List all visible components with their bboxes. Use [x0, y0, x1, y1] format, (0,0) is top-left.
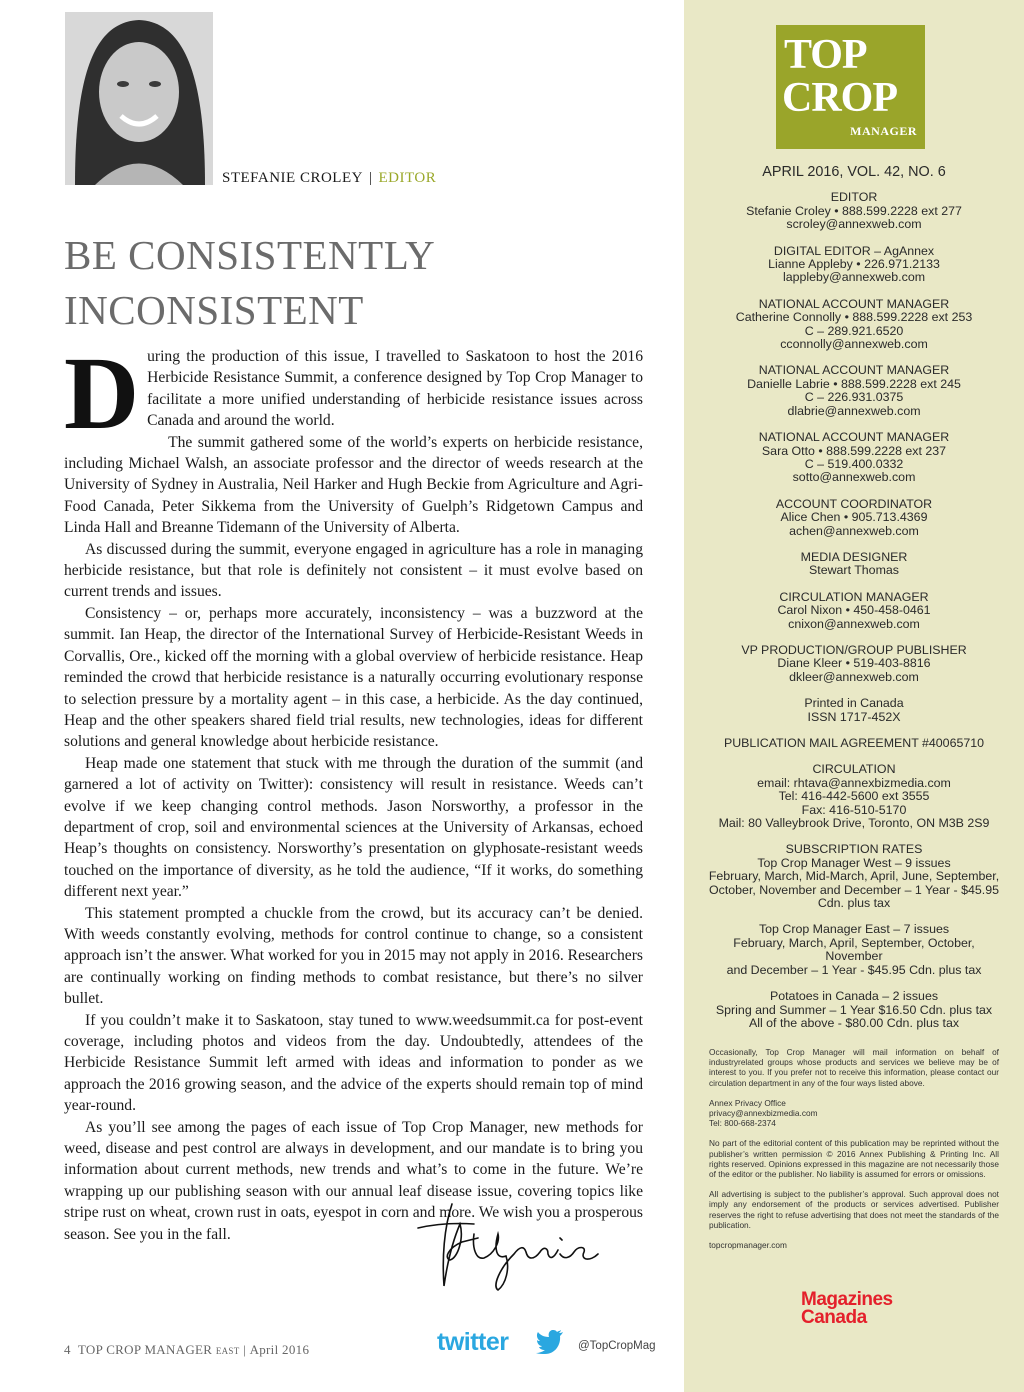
masthead-line: EDITOR	[830, 190, 878, 205]
logo-line-2: CROP	[782, 75, 897, 121]
masthead-line: Lianne Appleby • 226.971.2133	[768, 257, 940, 272]
masthead-line: Cdn. plus tax	[817, 896, 891, 911]
masthead-line: Stewart Thomas	[809, 563, 899, 578]
mc-logo-line-1: Magazines	[801, 1289, 893, 1310]
byline	[222, 170, 436, 187]
fine-print-paragraph: Annex Privacy Office privacy@annexbizmedia.com Tel: 800-668-2374	[709, 1097, 818, 1129]
masthead-block	[684, 763, 1024, 830]
fine-print-paragraph: No part of the editorial content of this publication may be reprinted without the publisher’s written permission © 2016 Annex Publishing & Printing Inc. All rights reserved. Opinions expressed in this magazine are not necessarily those of the editor or the publisher. No liability is assumed for errors or omissions.	[709, 1138, 999, 1180]
masthead-block	[684, 737, 1024, 750]
masthead-block	[684, 923, 1024, 977]
article-body	[64, 336, 643, 1245]
masthead-block	[684, 644, 1024, 684]
masthead-line: Printed in Canada	[804, 696, 904, 711]
masthead-line: Diane Kleer • 519-403-8816	[777, 656, 931, 671]
masthead-line: October, November and December – 1 Year - $45.95	[709, 882, 999, 897]
fine-print-paragraph: Occasionally, Top Crop Manager will mail information on behalf of industryrelated groups whose products and services we believe may be of interest to you. If you prefer not to receive this information, please contact our circulation department in any of the four ways listed above.	[709, 1047, 999, 1088]
masthead-block	[684, 364, 1024, 418]
masthead-line: Spring and Summer – 1 Year $16.50 Cdn. plus tax	[715, 1002, 993, 1017]
masthead-line: Top Crop Manager East – 7 issues	[758, 922, 950, 937]
masthead-block	[684, 843, 1024, 910]
headline	[64, 228, 664, 338]
masthead-line: dkleer@annexweb.com	[789, 669, 919, 684]
masthead-block	[684, 498, 1024, 538]
masthead-line: PUBLICATION MAIL AGREEMENT #40065710	[723, 736, 985, 750]
logo-line-3: MANAGER	[850, 124, 917, 138]
masthead-block	[684, 591, 1024, 631]
article-paragraph: Heap made one statement that stuck with me through the duration of the summit (and garnered a lot of activity on Twitter): consistency will result in resistance. Weeds can’t evolve if we keep changing control methods. Jason Norsworthy, a professor in the department of crop, soil and environmental sciences at the University of Arkansas, echoed Heap’s thoughts on consistency. Norsworthy’s presentation on glyphosate-resistant weeds touched on the importance of diversity, as he told the audience, “If it works, do something different next year.”	[64, 754, 643, 901]
masthead-blocks	[684, 191, 1024, 1030]
logo-line-1: TOP	[784, 32, 867, 78]
masthead-line: cnixon@annexweb.com	[788, 616, 920, 631]
headline-line-2: INCONSISTENT	[64, 287, 364, 333]
masthead-block	[684, 245, 1024, 285]
masthead-line: lappleby@annexweb.com	[782, 270, 926, 285]
masthead-line: scroley@annexweb.com	[786, 217, 922, 232]
masthead-line: Danielle Labrie • 888.599.2228 ext 245	[747, 376, 961, 391]
page-footer	[64, 1342, 309, 1358]
masthead-line: Stefanie Croley • 888.599.2228 ext 277	[746, 203, 962, 218]
masthead-line: CIRCULATION MANAGER	[779, 589, 929, 604]
article-paragraph: During the production of this issue, I travelled to Saskatoon to host the 2016 Herbicide Resistance Summit, a conference designed by Top Crop Manager to facilitate a more unified understanding of herbicide resistance issues across Canada and around the world.	[64, 336, 643, 451]
article-paragraph: As discussed during the summit, everyone engaged in agriculture has a role in managing herbicide resistance, but that role is definitely not consistent – it must evolve based on current trends and issues.	[64, 540, 643, 601]
masthead-line: NATIONAL ACCOUNT MANAGER	[758, 363, 950, 378]
masthead-line: November	[825, 949, 883, 964]
masthead	[684, 166, 1024, 1043]
headline-line-1: BE CONSISTENTLY	[64, 232, 436, 278]
masthead-block	[684, 697, 1024, 724]
issue-info: APRIL 2016, VOL. 42, NO. 6	[762, 164, 946, 180]
drop-cap: D	[64, 336, 140, 451]
footer-date: April 2016	[249, 1342, 310, 1357]
article-paragraph: As you’ll see among the pages of each issue of Top Crop Manager, new methods for weed, disease and pest control are always in development, and our mandate is to bring you information about current methods, new trends and what’s to come in the future. We’re wrapping up our publishing season with our annual leaf disease issue, covering topics like stripe rust on wheat, crown rust in oats, eyespot in corn and more. We wish you a prosperous season. See you in the fall.	[64, 1118, 643, 1243]
masthead-line: Mail: 80 Valleybrook Drive, Toronto, ON M3B 2S9	[718, 816, 990, 831]
masthead-line: C – 519.400.0332	[804, 456, 904, 471]
footer-publication: TOP CROP MANAGER	[77, 1342, 213, 1357]
author-name: STEFANIE CROLEY	[222, 170, 363, 186]
masthead-line: CIRCULATION	[812, 762, 896, 777]
masthead-line: C – 289.921.6520	[804, 323, 904, 338]
page-number: 4	[64, 1342, 71, 1357]
editor-photo	[65, 12, 213, 185]
fine-print-paragraph: topcropmanager.com	[709, 1240, 787, 1251]
masthead-line: NATIONAL ACCOUNT MANAGER	[758, 430, 950, 445]
masthead-line: and December – 1 Year - $45.95 Cdn. plus tax	[726, 962, 982, 977]
masthead-line: cconnolly@annexweb.com	[780, 337, 928, 352]
masthead-line: February, March, April, September, October,	[733, 935, 975, 950]
masthead-line: SUBSCRIPTION RATES	[785, 842, 923, 857]
masthead-line: ACCOUNT COORDINATOR	[775, 496, 933, 511]
masthead-line: achen@annexweb.com	[789, 523, 919, 538]
masthead-line: Potatoes in Canada – 2 issues	[769, 989, 939, 1004]
masthead-line: Catherine Connolly • 888.599.2228 ext 253	[735, 310, 973, 325]
masthead-line: Top Crop Manager West – 9 issues	[757, 855, 951, 870]
masthead-line: VP PRODUCTION/GROUP PUBLISHER	[741, 642, 967, 657]
editor-signature	[414, 1198, 604, 1294]
article-paragraph: This statement prompted a chuckle from the crowd, but its accuracy can’t be denied. With weeds constantly evolving, methods for control continue to change, so a consistent approach isn’t the answer. What worked for you in 2015 may not apply in 2016. Researchers are continually working on finding methods to combat resistance, but there’s no silver bullet.	[64, 904, 643, 1008]
masthead-block	[684, 990, 1024, 1030]
masthead-line: NATIONAL ACCOUNT MANAGER	[758, 296, 950, 311]
masthead-line: Tel: 416-442-5600 ext 3555	[778, 789, 930, 804]
mc-logo-line-2: Canada	[801, 1307, 867, 1328]
masthead-line: ISSN 1717-452X	[807, 709, 901, 724]
footer-edition: EAST	[215, 1346, 240, 1356]
masthead-line: sotto@annexweb.com	[792, 470, 916, 485]
masthead-sidebar	[684, 0, 1024, 1392]
magazines-canada-logo	[799, 1289, 909, 1333]
masthead-line: All of the above - $80.00 Cdn. plus tax	[748, 1015, 960, 1030]
masthead-block	[684, 551, 1024, 578]
masthead-line: Fax: 416-510-5170	[801, 802, 907, 817]
masthead-line: Alice Chen • 905.713.4369	[780, 510, 928, 525]
masthead-line: February, March, Mid-March, April, June, September,	[708, 869, 1000, 884]
article-paragraph: Consistency – or, perhaps more accurately, inconsistency – was a buzzword at the summit. Ian Heap, the director of the International Survey of Herbicide-Resistant Weeds in Corvallis, Ore., kicked off the morning with a global overview of herbicide resistance. Heap reminded the crowd that herbicide resistance is a naturally occurring evolutionary response to selection pressure by a mortality agent – in this case, a herbicide. As the day continued, Heap and the other speakers shared field trial results, new technologies, ideas for different solutions and general knowledge about herbicide resistance.	[64, 604, 643, 751]
fine-print-paragraph: All advertising is subject to the publisher’s approval. Such approval does not imply any endorsement of the products or services advertised. Publisher reserves the right to refuse advertising that does not meet the standards of the publication.	[709, 1189, 999, 1230]
top-crop-manager-logo	[776, 25, 925, 149]
author-role: EDITOR	[378, 170, 437, 186]
footer-separator: |	[243, 1342, 246, 1357]
masthead-line: DIGITAL EDITOR – AgAnnex	[773, 243, 935, 258]
byline-separator: |	[368, 170, 373, 186]
masthead-block	[684, 191, 1024, 231]
masthead-line: MEDIA DESIGNER	[800, 549, 908, 564]
article-paragraph: If you couldn’t make it to Saskatoon, stay tuned to www.weedsummit.ca for post-event coverage, including photos and videos from the day. Undoubtedly, attendees of the Herbicide Resistance Summit left armed with ideas and information to ponder as we approach the 2016 growing season, and the advice of the experts should remain top of mind year-round.	[64, 1011, 643, 1115]
masthead-line: dlabrie@annexweb.com	[787, 403, 921, 418]
twitter-handle[interactable]: @TopCropMag	[578, 1340, 656, 1352]
masthead-line: Sara Otto • 888.599.2228 ext 237	[761, 443, 947, 458]
masthead-line: email: rhtava@annexbizmedia.com	[757, 775, 951, 790]
masthead-line: Carol Nixon • 450-458-0461	[777, 603, 931, 618]
fine-print	[709, 1047, 999, 1260]
masthead-line: C – 226.931.0375	[804, 390, 904, 405]
twitter-wordmark[interactable]: twitter	[437, 1328, 509, 1356]
twitter-bird-icon[interactable]	[536, 1328, 564, 1354]
masthead-block	[684, 298, 1024, 352]
article-paragraph: The summit gathered some of the world’s experts on herbicide resistance, including Michael Walsh, an associate professor and the director of weeds research at the University of Sydney in Australia, Neil Harker and Hugh Beckie from Agriculture and Agri-Food Canada, Peter Sikkema from the University of Guelph’s Ridgetown Campus and Linda Hall and Breanne Tidemann of the University of Alberta.	[64, 433, 643, 537]
masthead-block	[684, 431, 1024, 485]
